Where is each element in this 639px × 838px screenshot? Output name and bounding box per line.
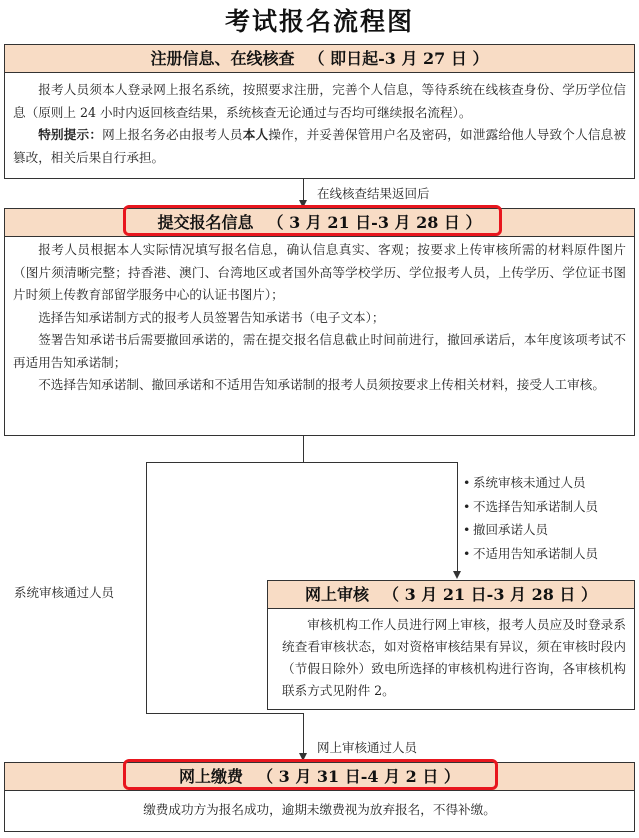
branch-stem	[303, 436, 304, 463]
step-register-body	[5, 73, 634, 169]
step-submit-paragraph-4: 不选择告知承诺制、撤回承诺和不适用告知承诺制的报考人员须按要求上传相关材料，接受人工审核。	[38, 377, 605, 392]
step-submit-heading: 提交报名信息	[157, 213, 254, 232]
branch-top	[146, 462, 458, 463]
bullet-icon: •	[463, 498, 471, 514]
step-register-tip	[13, 124, 626, 169]
step-review-date: （ 3 月 21 日-3 月 28 日 ）	[383, 585, 598, 604]
step-register-heading: 注册信息、在线核查	[150, 49, 295, 68]
step-review-body	[268, 609, 634, 702]
step-review-box	[267, 580, 635, 710]
step-submit-body	[5, 237, 634, 397]
review-condition-item	[463, 495, 598, 519]
step-review-paragraph: 审核机构工作人员进行网上审核，报考人员应及时登录系统查看审核状态，如对资格审核结果有异议，须在审核时段内（节假日除外）致电所选择的审核机构进行咨询，各审核机构联系方式见附件 2。	[282, 617, 626, 698]
step-submit-date: （ 3 月 21 日-3 月 28 日 ）	[267, 213, 482, 232]
step-payment-date: （ 3 月 31 日-4 月 2 日 ）	[257, 767, 460, 786]
bullet-icon: •	[463, 545, 471, 561]
tip-bold: 本人	[242, 127, 269, 142]
step-register-date: （ 即日起-3 月 27 日 ）	[308, 49, 489, 68]
review-condition-text: 不适用告知承诺制人员	[473, 545, 599, 561]
step-register-header	[5, 45, 634, 73]
branch-left-vertical	[146, 462, 147, 714]
tip-text-pre: 网上报名务必由报考人员	[102, 127, 243, 142]
step-submit-paragraph-3: 签署告知承诺书后需要撤回承诺的，需在提交报名信息截止时间前进行，撤回承诺后，本年度该项考试不再适用告知承诺制；	[13, 332, 626, 370]
step-payment-highlight	[123, 759, 498, 790]
step-submit-paragraph-2: 选择告知承诺制方式的报考人员签署告知承诺书（电子文本）；	[38, 309, 385, 325]
bullet-icon: •	[463, 475, 471, 490]
review-condition-item	[463, 542, 598, 566]
step-payment-heading: 网上缴费	[179, 767, 244, 786]
arrow-3-label: 网上审核通过人员	[317, 740, 418, 755]
review-condition-text: 撤回承诺人员	[473, 522, 549, 537]
tip-text-post: 操作，并妥善保管用户名及密码，如泄露给他人导致个人信息被篡改，相关后果自行承担。	[13, 127, 627, 165]
branch-right-arrowhead	[453, 571, 461, 579]
review-condition-text: 不选择告知承诺制人员	[473, 498, 599, 514]
review-condition-item	[463, 518, 598, 542]
review-condition-text: 系统审核未通过人员	[473, 475, 586, 490]
step-submit-paragraph-1: 报考人员根据本人实际情况填写报名信息，确认信息真实、客观；按要求上传审核所需的材料原件图片（图片须清晰完整；持香港、澳门、台湾地区或者国外高等学校学历、学位报考人员，上传学历、学位证书图片时须上传教育部留学服务中心的认证书图片）；	[13, 242, 626, 302]
bypass-label: 系统审核通过人员	[14, 585, 115, 600]
step-register-paragraph: 报考人员须本人登录网上报名系统，按照要求注册，完善个人信息，等待系统在线核查身份、学历学位信息（原则上 24 小时内返回核查结果，系统核查无论通过与否均可继续报名流程）。	[13, 82, 626, 120]
tip-label: 特别提示：	[38, 127, 103, 142]
bullet-icon: •	[463, 522, 471, 537]
step-payment-paragraph: 缴费成功方为报名成功，逾期未缴费视为放弃报名，不得补缴。	[143, 802, 496, 817]
branch-bottom	[146, 713, 304, 714]
review-condition-item	[463, 471, 598, 495]
branch-right-vertical	[457, 462, 458, 572]
step-review-header	[268, 581, 634, 609]
step-payment-body	[5, 791, 634, 822]
step-register-box	[4, 44, 635, 179]
step-review-heading: 网上审核	[304, 585, 369, 604]
arrow-3-line	[303, 713, 304, 757]
arrow-1-label: 在线核查结果返回后	[317, 186, 430, 201]
page-title: 考试报名流程图	[224, 7, 414, 36]
step-submit-box	[4, 208, 635, 436]
step-submit-highlight	[123, 205, 502, 236]
review-conditions-list	[463, 471, 598, 565]
